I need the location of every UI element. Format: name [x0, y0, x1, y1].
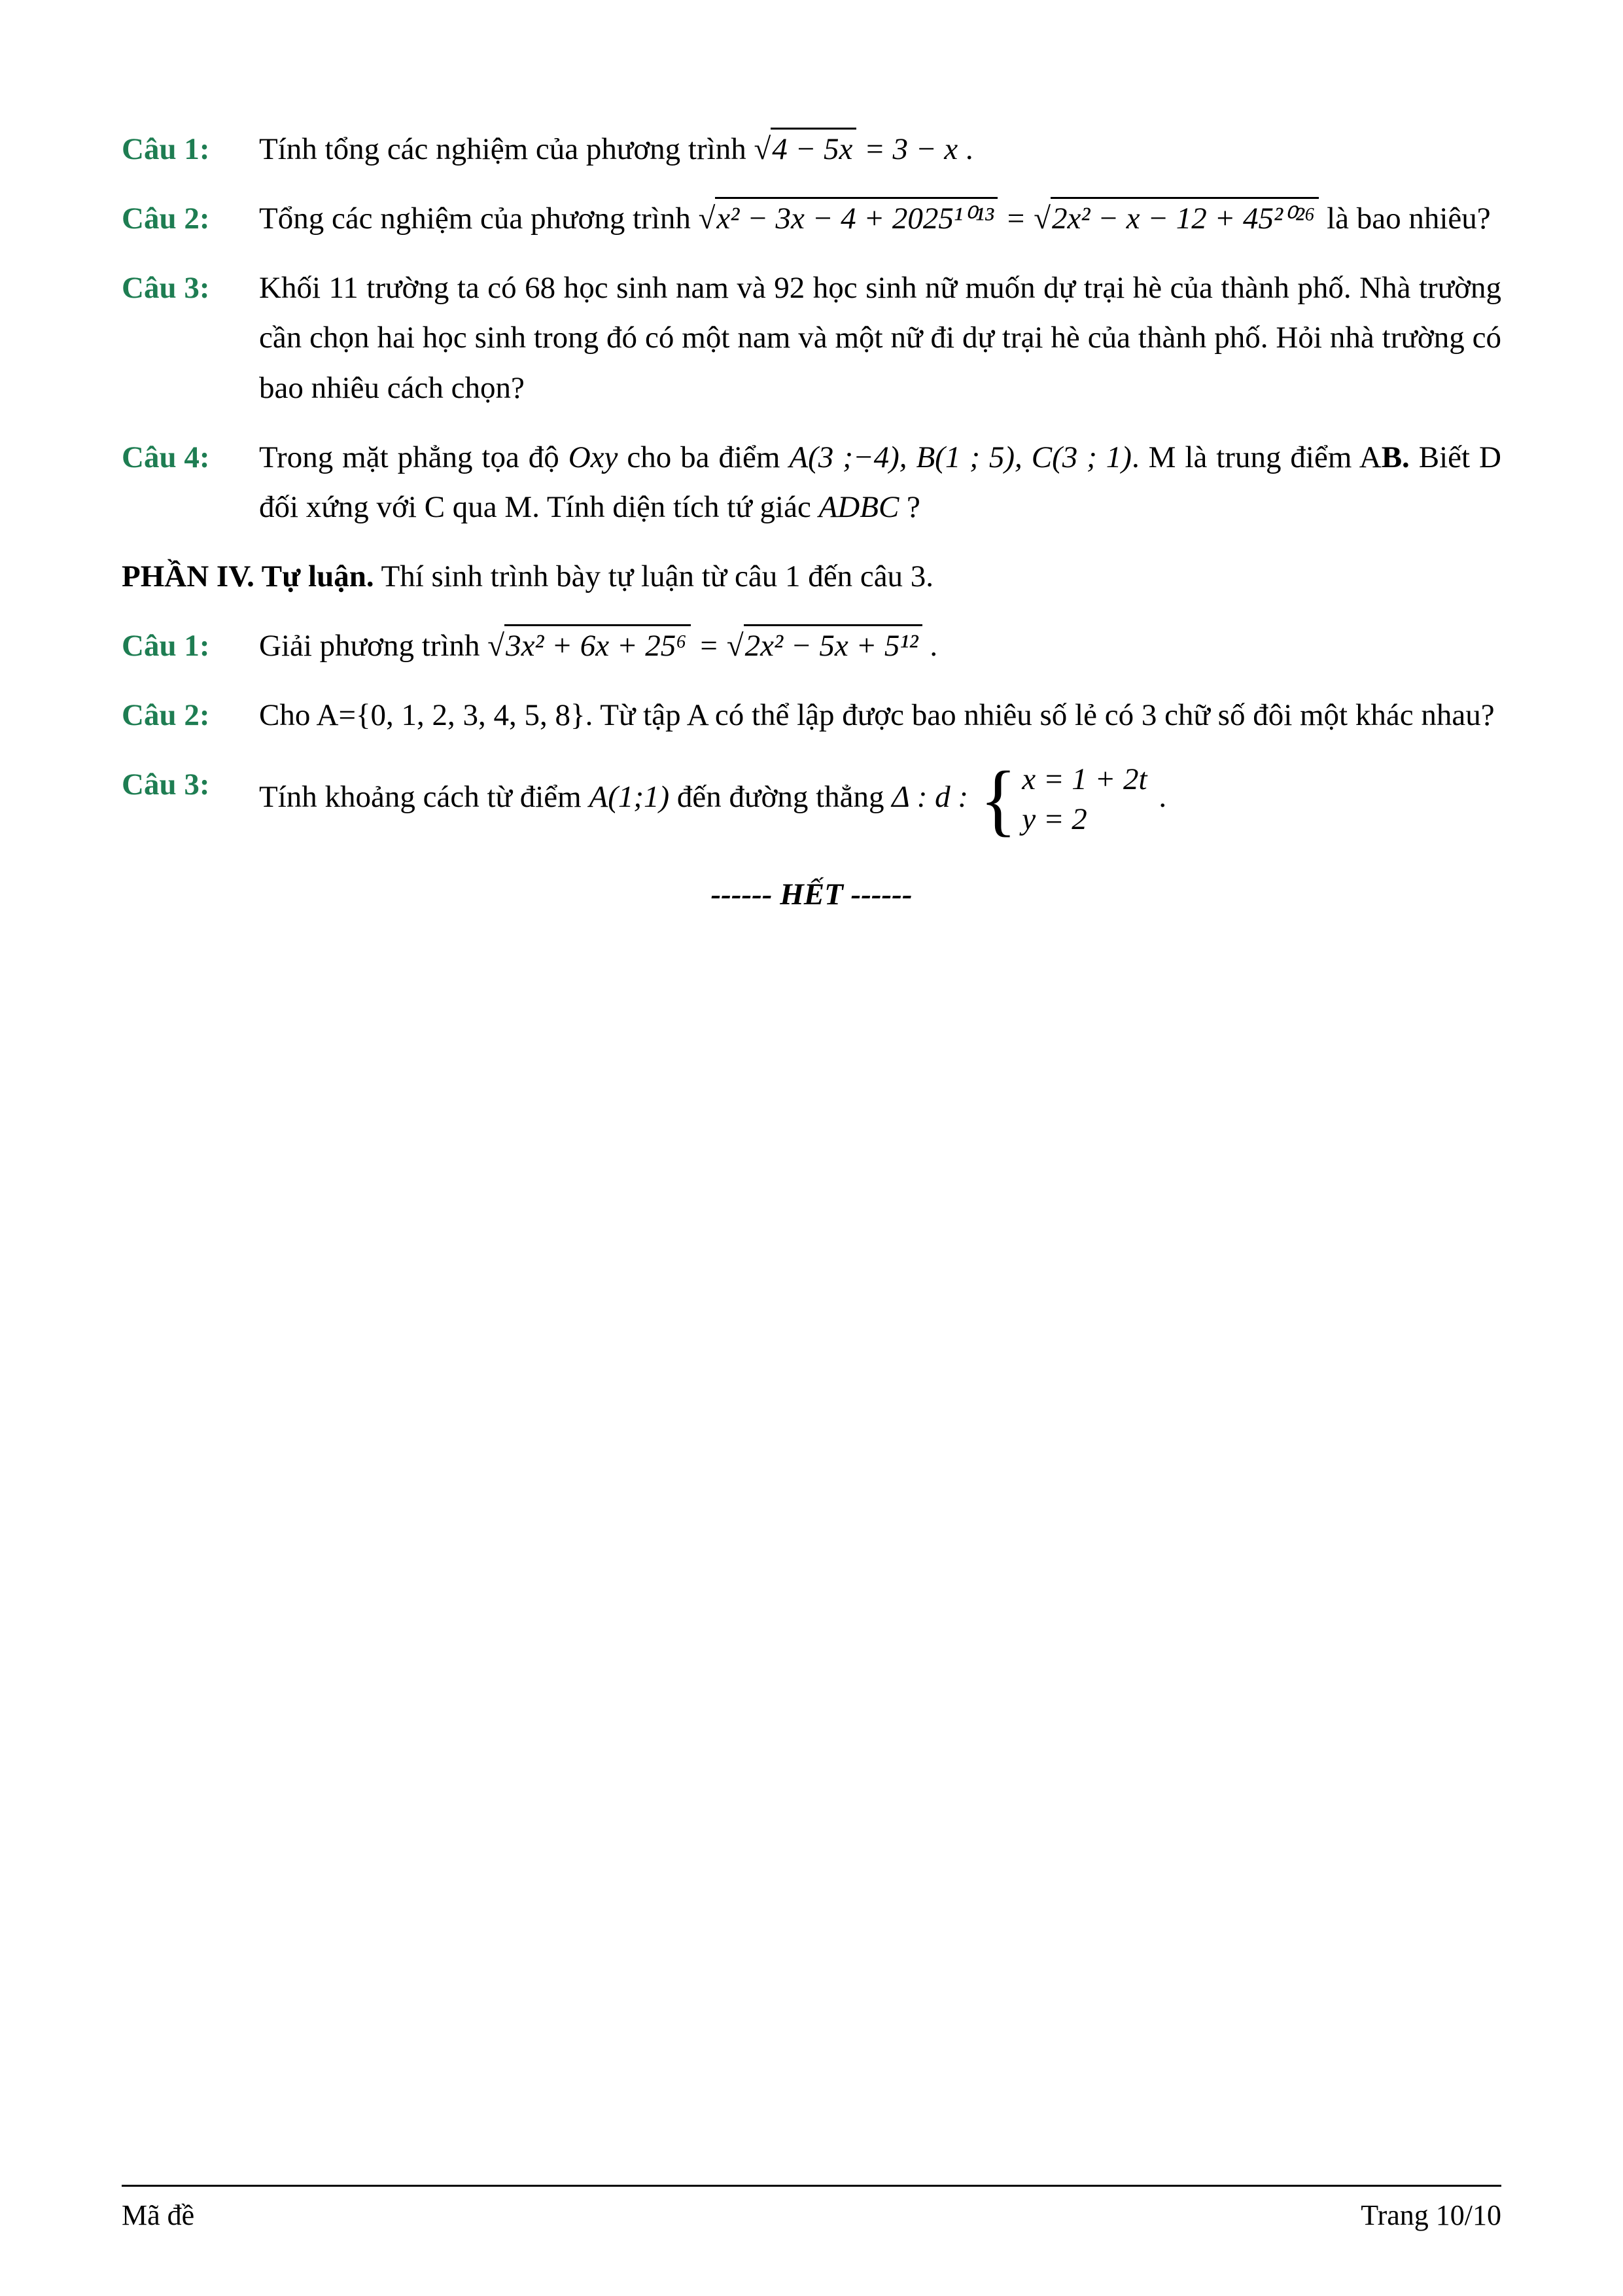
question-row	[122, 621, 1501, 671]
bold-text: B.	[1381, 440, 1410, 474]
math-text: =	[690, 629, 727, 663]
sqrt-expression	[727, 621, 922, 671]
question-label: Câu 1:	[122, 132, 210, 166]
end-marker	[122, 870, 1501, 919]
question-text: Trong mặt phẳng tọa độ Oxy cho ba điểm A(3 ;−4), B(1 ; 5), C(3 ; 1). M là trung điểm AB. Biết D đối xứng với C qua M. Tính diện tích tứ giác ADBC ?	[259, 440, 1501, 524]
question-text: Giải phương trình √ 3x² + 6x + 25⁶ = √ 2x² − 5x + 5¹² .	[259, 621, 1501, 671]
math-text: Oxy	[568, 440, 618, 474]
footer-exam-code: Mã đề	[122, 2199, 195, 2231]
bold-text: PHẦN IV. Tự luận.	[122, 559, 374, 593]
question-text: Khối 11 trường ta có 68 học sinh nam và 92 học sinh nữ muốn dự trại hè của thành phố. Nhà trường cần chọn hai học sinh trong đó có một nam và một nữ đi dự trại hè của thành phố. Hỏi nhà trường có bao nhiêu cách chọn?	[259, 271, 1501, 405]
question-label: Câu 3:	[122, 271, 210, 306]
math-text: =	[997, 202, 1034, 236]
section-heading: PHẦN IV. Tự luận. Thí sinh trình bày tự luận từ câu 1 đến câu 3.	[122, 559, 934, 593]
question-row	[122, 754, 1501, 844]
math-text: = 3 − x	[856, 132, 958, 166]
sqrt-radicand: x² − 3x − 4 + 2025¹⁰¹³	[715, 197, 998, 238]
bold-italic-text: ------ HẾT ------	[710, 877, 913, 912]
sqrt-expression	[1034, 194, 1319, 243]
question-row	[122, 263, 1501, 412]
question-text: Cho A={0, 1, 2, 3, 4, 5, 8}. Từ tập A có thể lập được bao nhiêu số lẻ có 3 chữ số đôi một khác nhau?	[259, 698, 1495, 733]
question-text: Tính tổng các nghiệm của phương trình √ 4 − 5x = 3 − x .	[259, 124, 1501, 174]
cases-expression	[979, 754, 1147, 844]
sqrt-radicand: 3x² + 6x + 25⁶	[504, 624, 691, 665]
question-label: Câu 4:	[122, 440, 210, 474]
sqrt-radicand: 2x² − x − 12 + 45²⁰²⁶	[1051, 197, 1319, 238]
cases-line: y = 2	[1022, 802, 1087, 837]
sqrt-radicand: 2x² − 5x + 5¹²	[744, 624, 922, 665]
question-text: Tính khoảng cách từ điểm A(1;1) đến đường thẳng Δ : d : { x = 1 + 2t y = 2 .	[259, 754, 1167, 844]
math-text: ADBC	[818, 489, 899, 524]
footer-page-number: Trang 10/10	[1361, 2199, 1501, 2231]
question-row	[122, 690, 1501, 740]
sqrt-radicand: 4 − 5x	[771, 128, 856, 169]
sqrt-expression	[699, 194, 998, 243]
question-text: Tổng các nghiệm của phương trình √ x² − 3x − 4 + 2025¹⁰¹³ = √ 2x² − x − 12 + 45²⁰²⁶ là bao nhiêu?	[259, 194, 1501, 243]
math-text: A(3 ;−4), B(1 ; 5), C(3 ; 1)	[789, 440, 1132, 474]
question-row	[122, 124, 1501, 174]
question-label: Câu 1:	[122, 629, 210, 663]
question-label: Câu 2:	[122, 698, 210, 733]
document-body	[122, 124, 1501, 920]
question-row	[122, 194, 1501, 243]
left-brace: {	[979, 754, 1017, 844]
sqrt-expression	[754, 124, 856, 174]
cases-rows	[1022, 760, 1147, 839]
cases-line: x = 1 + 2t	[1022, 762, 1147, 797]
question-row	[122, 433, 1501, 532]
math-text: Δ : d :	[892, 780, 976, 815]
sqrt-expression	[487, 621, 690, 671]
question-label: Câu 2:	[122, 202, 210, 236]
math-text: A(1;1)	[589, 780, 670, 815]
question-label: Câu 3:	[122, 768, 210, 802]
page-footer	[122, 2185, 1501, 2238]
